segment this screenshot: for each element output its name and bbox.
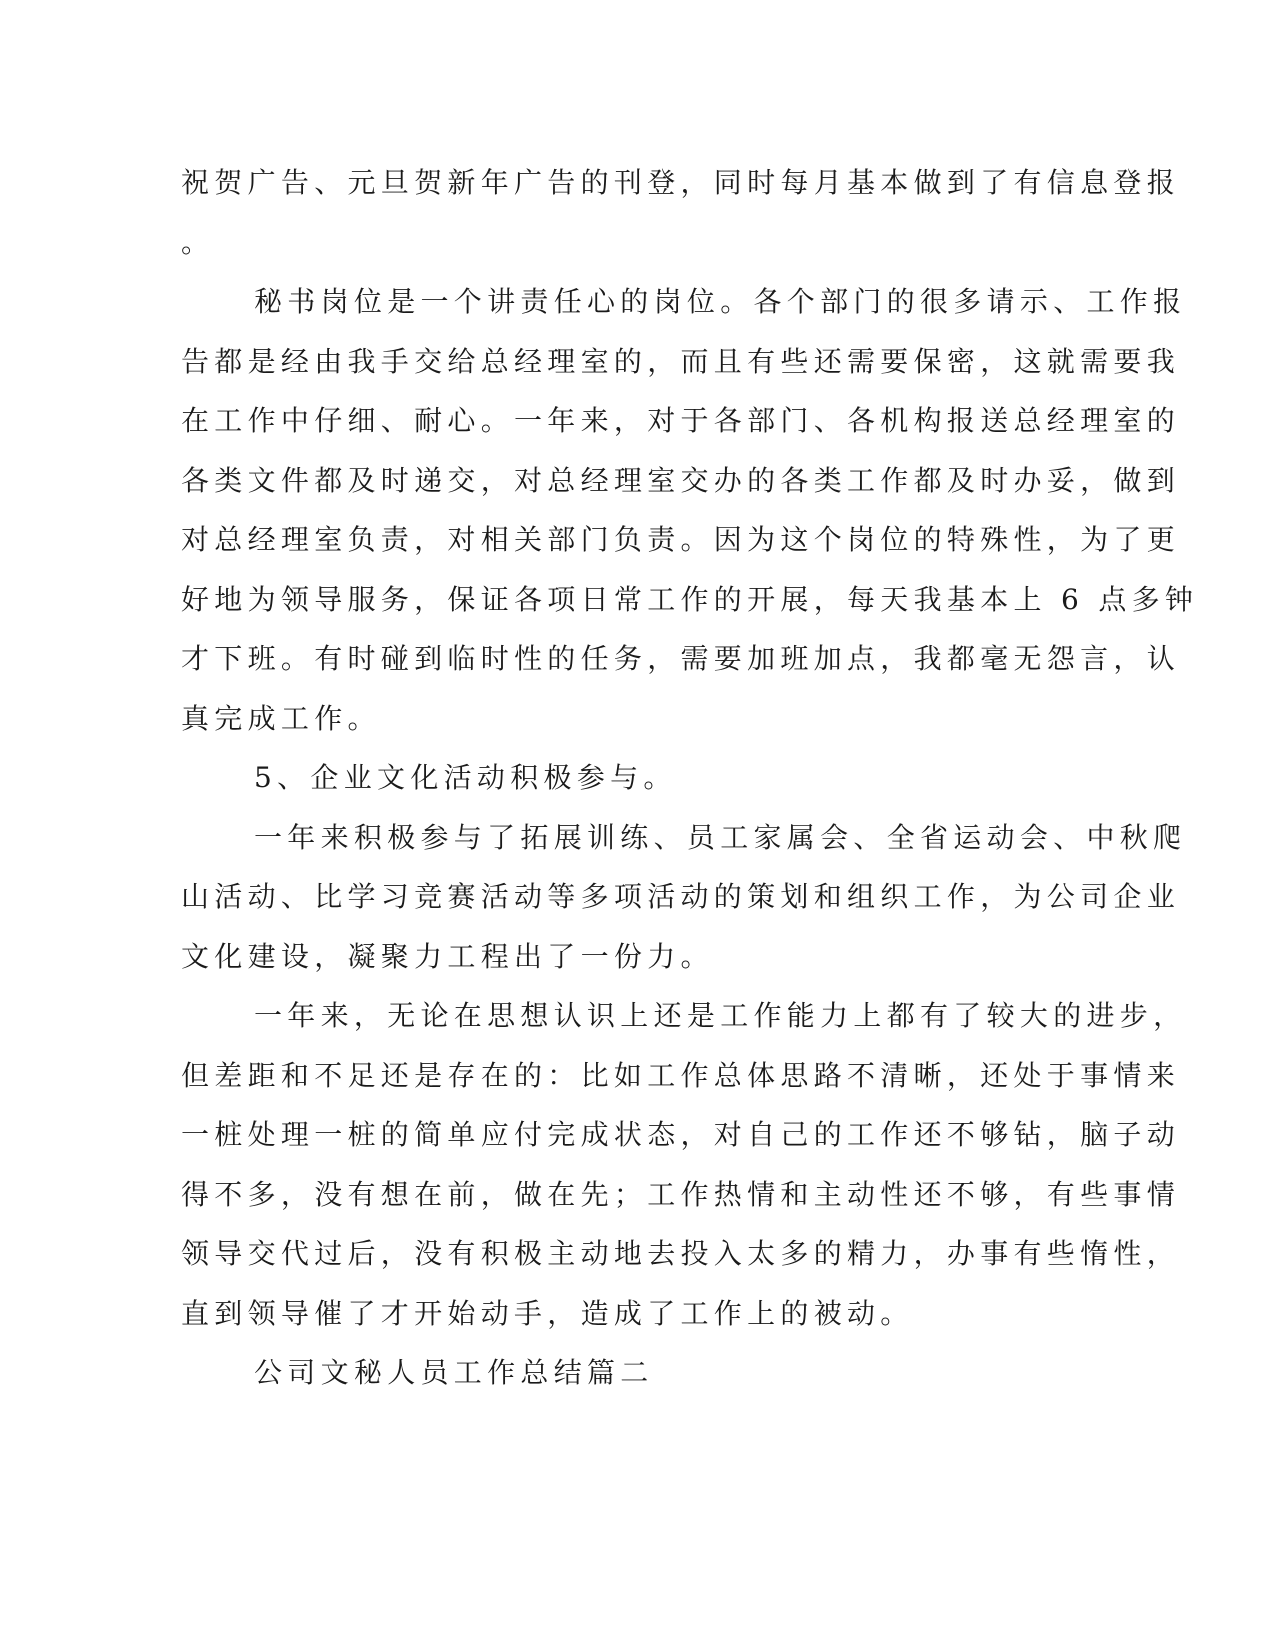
text-line: 在工作中仔细、耐心。一年来，对于各部门、各机构报送总经理室的 <box>181 404 1181 437</box>
text-line: 文化建设，凝聚力工程出了一份力。 <box>181 939 714 973</box>
paragraph-start-line: 一年来，无论在思想认识上还是工作能力上都有了较大的进步， <box>254 999 1187 1032</box>
text-line: 领导交代过后，没有积极主动地去投入太多的精力，办事有些惰性， <box>181 1237 1181 1270</box>
paragraph-start-line: 秘书岗位是一个讲责任心的岗位。各个部门的很多请示、工作报 <box>254 285 1187 318</box>
text-line: 。 <box>181 225 215 259</box>
text-line: 但差距和不足还是存在的：比如工作总体思路不清晰，还处于事情来 <box>181 1058 1181 1092</box>
document-body <box>181 153 1199 1403</box>
text-line: 祝贺广告、元旦贺新年广告的刊登，同时每月基本做到了有信息登报 <box>181 166 1181 199</box>
text-line: 直到领导催了才开始动手，造成了工作上的被动。 <box>181 1296 914 1330</box>
text-line: 好地为领导服务，保证各项日常工作的开展，每天我基本上 6 点多钟 <box>181 582 1199 616</box>
text-line: 告都是经由我手交给总经理室的，而且有些还需要保密，这就需要我 <box>181 344 1181 378</box>
text-line: 得不多，没有想在前，做在先；工作热情和主动性还不够，有些事情 <box>181 1177 1181 1211</box>
text-line: 对总经理室负责，对相关部门负责。因为这个岗位的特殊性，为了更 <box>181 523 1181 556</box>
article-title: 公司文秘人员工作总结篇二 <box>254 1356 654 1389</box>
paragraph-start-line: 一年来积极参与了拓展训练、员工家属会、全省运动会、中秋爬 <box>254 820 1187 854</box>
section-heading: 5、企业文化活动积极参与。 <box>254 761 677 794</box>
text-line: 各类文件都及时递交，对总经理室交办的各类工作都及时办妥，做到 <box>181 463 1181 497</box>
text-line: 一桩处理一桩的简单应付完成状态，对自己的工作还不够钻，脑子动 <box>181 1118 1181 1151</box>
text-line: 山活动、比学习竞赛活动等多项活动的策划和组织工作，为公司企业 <box>181 880 1181 913</box>
text-line: 真完成工作。 <box>181 701 381 735</box>
text-line: 才下班。有时碰到临时性的任务，需要加班加点，我都毫无怨言，认 <box>181 642 1181 675</box>
